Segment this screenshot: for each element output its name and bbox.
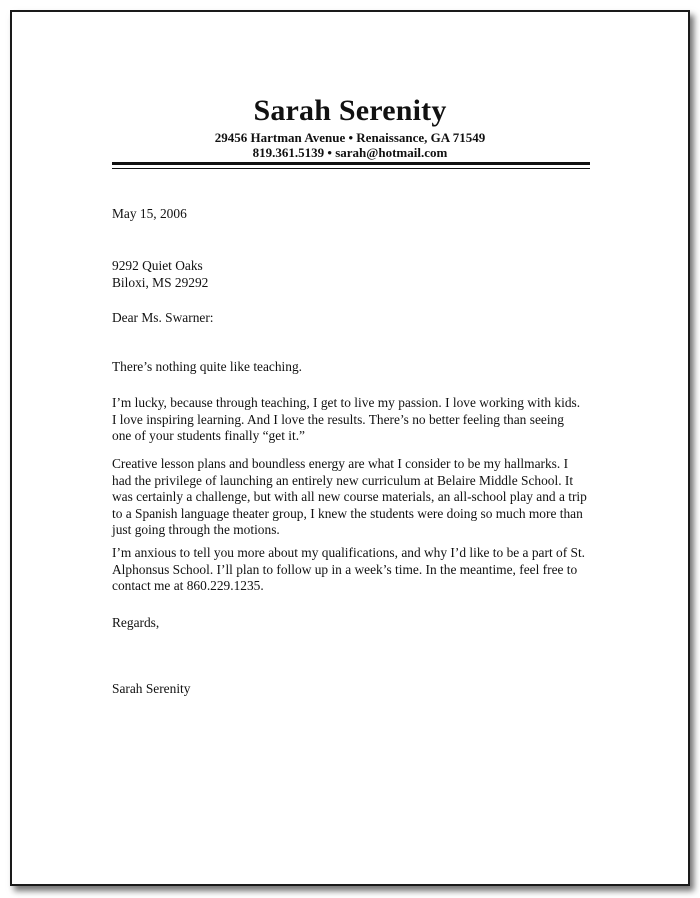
letterhead-address: 29456 Hartman Avenue • Renaissance, GA 71549 — [214, 130, 486, 145]
recipient-address: 9292 Quiet Oaks Biloxi, MS 29292 — [112, 258, 209, 290]
paragraph-experience: Creative lesson plans and boundless energy are what I consider to be my hallmarks. I had the privilege of launching an entirely new curriculum at Belaire Middle School. It was certainly a challenge, but with all new course materials, an all-school play and a trip to a Spanish language theater group, I knew the students were doing so much more than just going through the motions. — [112, 456, 587, 537]
paragraph-intro: There’s nothing quite like teaching. — [112, 359, 303, 374]
letterhead-rule-thick — [112, 162, 590, 165]
paragraph-follow-up: I’m anxious to tell you more about my qualifications, and why I’d like to be a part of St. Alphonsus School. I’ll plan to follow up in a week’s time. In the meantime, feel free to contact me at 860.229.1235. — [112, 545, 586, 593]
letter-date: May 15, 2006 — [112, 206, 187, 221]
paragraph-passion: I’m lucky, because through teaching, I get to live my passion. I love working with kids. I love inspiring learning. And I love the results. There’s no better feeling than seeing one of your students finally “get it.” — [112, 395, 581, 443]
salutation: Dear Ms. Swarner: — [112, 310, 214, 325]
letterhead-contact: 819.361.5139 • sarah@hotmail.com — [252, 145, 448, 160]
letterhead-rule-thin — [112, 168, 590, 169]
letter-page — [12, 12, 688, 884]
letterhead-name: Sarah Serenity — [253, 94, 447, 127]
document-frame — [10, 10, 690, 886]
signature-name: Sarah Serenity — [112, 681, 191, 696]
closing: Regards, — [112, 615, 160, 630]
